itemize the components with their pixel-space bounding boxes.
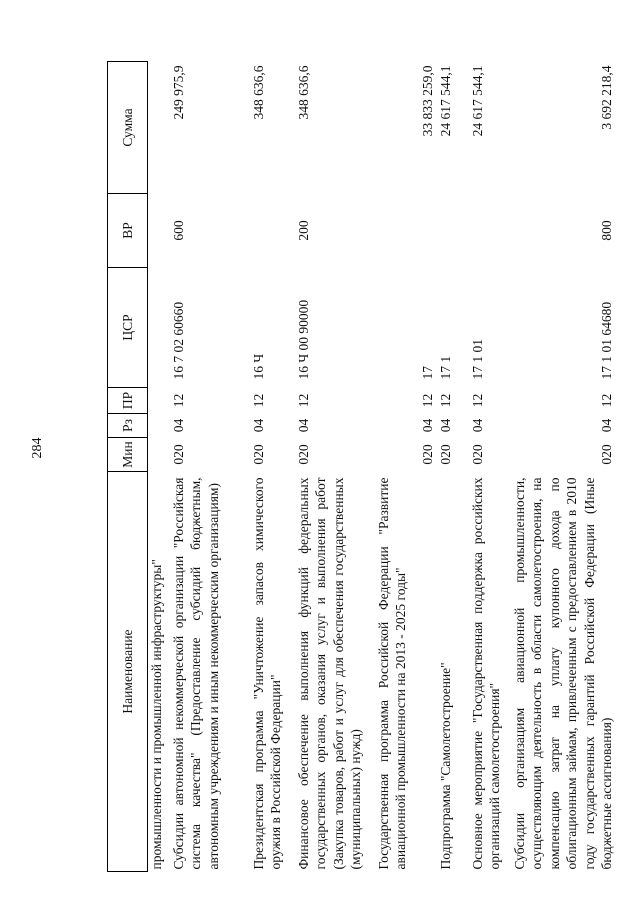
page-number: 284 xyxy=(30,437,45,459)
row-csr: 17 xyxy=(419,366,435,380)
row-pr xyxy=(148,388,170,414)
row-pr: 12 xyxy=(469,393,485,408)
row-name: Финансовое обеспечение выполнения функций федеральных государственных органов, оказания услуг и выполнения работ (Закупка товаров, работ и услуг для обеспечения государственных (муниципальных) нужд) xyxy=(295,477,364,870)
row-name: Подпрограмма "Самолетостроение" xyxy=(437,662,453,870)
row-vr xyxy=(148,194,170,268)
header-name: Наименование xyxy=(108,472,148,872)
row-sum: 348 636,6 xyxy=(295,65,311,120)
row-rz: 04 xyxy=(469,418,485,433)
header-min: Мин xyxy=(108,438,148,472)
row-csr: 17 1 xyxy=(437,355,453,380)
table-row xyxy=(295,62,375,872)
row-pr: 12 xyxy=(250,393,266,408)
row-vr: 800 xyxy=(599,220,615,241)
row-csr: 17 1 01 xyxy=(469,339,485,380)
row-sum xyxy=(148,62,170,194)
row-sum: 249 975,9 xyxy=(170,65,186,120)
table-row xyxy=(250,62,295,872)
row-rz: 04 xyxy=(599,418,615,433)
row-min: 020 xyxy=(295,444,311,465)
row-pr: 12 xyxy=(419,393,435,408)
budget-table xyxy=(107,61,616,872)
row-rz: 04 xyxy=(419,418,435,433)
table-row xyxy=(511,62,616,872)
row-vr: 600 xyxy=(170,220,186,241)
row-pr: 12 xyxy=(295,393,311,408)
row-rz: 04 xyxy=(170,418,186,433)
row-name: Субсидии автономной некоммерческой организации "Российская система качества" (Предоставление субсидий бюджетным, автономным учреждениям и иным некоммерческим организациям) xyxy=(170,477,221,870)
row-csr xyxy=(148,268,170,388)
row-pr: 12 xyxy=(437,393,453,408)
row-csr: 16 7 02 60660 xyxy=(170,301,186,380)
table-row xyxy=(375,62,437,872)
row-name: промышленности и промышленной инфраструктуры" xyxy=(149,559,164,870)
table-header-row xyxy=(108,62,148,872)
row-sum: 33 833 259,0 xyxy=(419,65,435,137)
row-rz: 04 xyxy=(295,418,311,433)
row-vr xyxy=(250,194,295,268)
table-row xyxy=(469,62,511,872)
header-csr: ЦСР xyxy=(108,268,148,388)
row-vr xyxy=(437,194,469,268)
header-rz: Рз xyxy=(108,414,148,438)
row-sum: 24 617 544,1 xyxy=(437,65,453,137)
table-row xyxy=(148,62,170,872)
header-sum: Сумма xyxy=(108,62,148,194)
row-pr: 12 xyxy=(170,393,186,408)
row-rz: 04 xyxy=(250,418,266,433)
row-min: 020 xyxy=(469,444,485,465)
row-name: Президентская программа "Уничтожение запасов химического оружия в Российской Федерации" xyxy=(250,477,284,870)
row-pr: 12 xyxy=(599,393,615,408)
row-vr: 200 xyxy=(295,220,311,241)
row-csr: 16 Ч 00 90000 xyxy=(295,299,311,380)
header-pr: ПР xyxy=(108,388,148,414)
row-min: 020 xyxy=(170,444,186,465)
row-min: 020 xyxy=(599,444,615,465)
row-vr xyxy=(375,194,437,268)
row-name: Субсидии организациям авиационной промышленности, осуществляющим деятельность в области самолетостроения, на компенсацию затрат на уплату купонного дохода по облигационным займам, привлеченным с предоставлением в 2010 году государственных гарантий Российской Федерации (Иные бюджетные ассигнования) xyxy=(511,477,615,870)
row-rz: 04 xyxy=(437,418,453,433)
row-vr xyxy=(469,194,511,268)
row-min xyxy=(148,438,170,472)
row-name: Государственная программа Российской Федерации "Развитие авиационной промышленности на 2013 - 2025 годы" xyxy=(375,477,409,870)
row-name: Основное мероприятие "Государственная поддержка российских организаций самолетостроения" xyxy=(469,477,503,870)
table-row xyxy=(437,62,469,872)
row-sum: 24 617 544,1 xyxy=(469,65,485,137)
table-row xyxy=(170,62,250,872)
row-csr: 17 1 01 64680 xyxy=(599,301,615,380)
row-min: 020 xyxy=(419,444,435,465)
row-rz xyxy=(148,414,170,438)
row-min: 020 xyxy=(250,444,266,465)
row-sum: 348 636,6 xyxy=(250,65,266,120)
row-csr: 16 Ч xyxy=(250,353,266,380)
row-sum: 3 692 218,4 xyxy=(599,65,615,130)
row-min: 020 xyxy=(437,444,453,465)
header-vr: ВР xyxy=(108,194,148,268)
budget-page xyxy=(107,62,622,872)
